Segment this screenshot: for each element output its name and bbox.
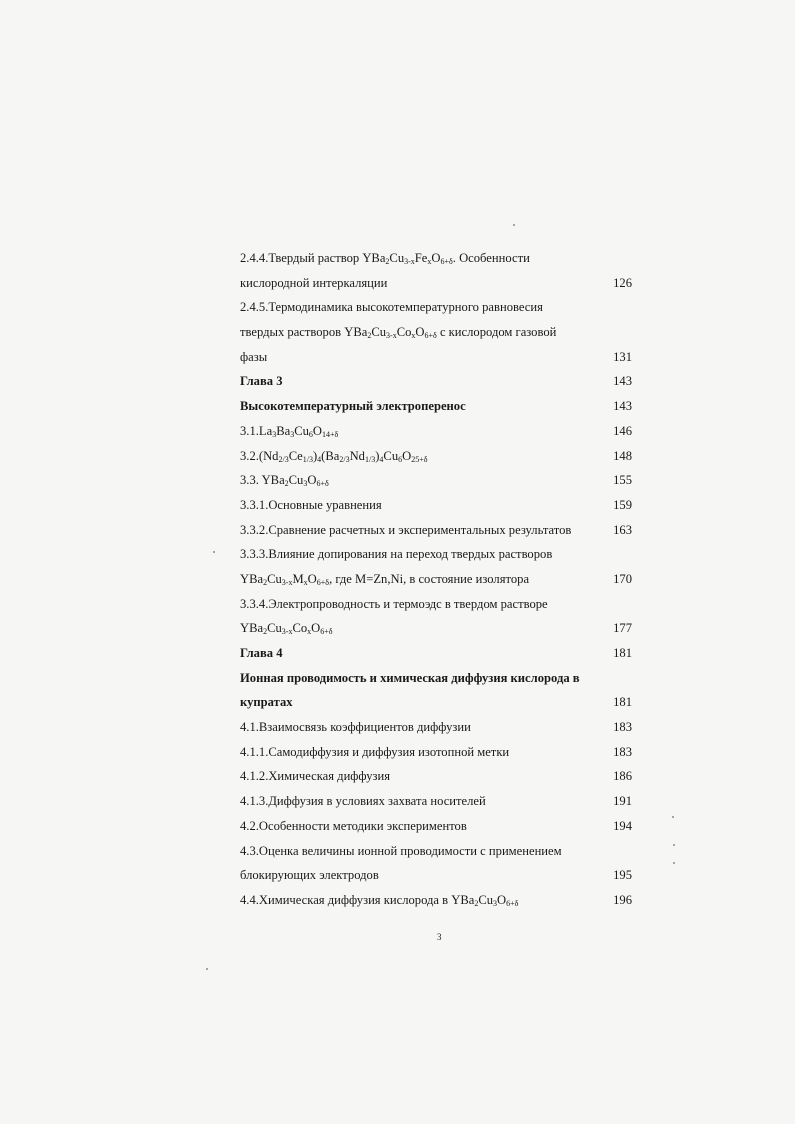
toc-entry-title [240,690,293,715]
text-run: кислородной интеркаляции [240,275,388,290]
toc-page-number: 143 [613,399,632,414]
toc-entry-title [240,715,471,740]
text-run: 3.3.1.Основные уравнения [240,497,382,512]
text-run: Cu [383,448,399,463]
subscript: 2/3 [339,454,350,464]
toc-page-number: 195 [613,868,632,883]
toc-page-number: 155 [613,473,632,488]
subscript: 3-x [281,577,293,587]
toc-entry [240,320,632,345]
toc-page-number: 183 [613,744,632,759]
subscript: 6+δ [316,577,330,587]
toc-entry [240,444,632,469]
toc-page-number: 170 [613,571,632,586]
toc-entry [240,616,632,641]
toc-page-number: 196 [613,892,632,907]
scan-speck [673,862,675,864]
text-run: O [497,892,507,907]
toc-entry-title [240,839,562,864]
text-run: блокирующих электродов [240,868,379,883]
toc-entry-title [240,271,387,296]
toc-page-number: 181 [613,646,632,660]
toc-page-number: 181 [613,695,632,710]
subscript: 3 [272,429,277,439]
toc-page-number: 131 [613,349,632,364]
text-run: 4.4.Химическая диффузия кислорода в YBa [240,892,475,907]
toc-entry [240,567,632,592]
text-run: 4.1.Взаимосвязь коэффициентов диффузии [240,720,471,735]
toc-page-number: 191 [613,794,632,809]
subscript: 6 [308,429,313,439]
toc-entry-title [240,369,283,394]
text-run: 3.3.2.Сравнение расчетных и экспериментальных результатов [240,522,572,537]
subscript: 6+δ [424,331,437,341]
toc-entry-title [240,666,580,691]
subscript: 3-x [404,257,415,266]
subscript: 2 [474,898,479,908]
text-run: Nd [349,448,365,463]
subscript: 2 [385,257,390,266]
toc-entry [240,394,632,419]
subscript: x [303,577,308,587]
toc-entry-title [240,616,333,641]
subscript: 4 [379,454,384,464]
toc-entry [240,271,632,296]
text-run: M [292,571,304,586]
text-run: Ba [276,423,291,438]
text-run: O [312,423,322,438]
toc-entry [240,246,632,271]
toc-entry-title [240,345,267,370]
toc-entry-title [240,888,518,913]
subscript: 2 [284,479,289,489]
toc-entry [240,888,632,913]
text-run: 4.1.1.Самодиффузия и диффузия изотопной метки [240,744,510,759]
subscript: 3-x [281,627,293,637]
text-run: (Ba [321,448,340,463]
subscript: 6+δ [316,479,329,489]
toc-page-number: 159 [613,497,632,512]
text-run: 4.2.Особенности методики экспериментов [240,818,467,833]
toc-entry-title [240,567,529,592]
toc-entry-title [240,246,530,271]
scan-speck [513,224,515,226]
text-run: 2.4.4.Твердый раствор YBa [240,251,386,265]
toc-entry-title [240,592,548,617]
page-number: 3 [437,932,442,942]
toc-page-number: 183 [613,720,632,735]
toc-entry-title [240,444,428,469]
text-run: 3.3.4.Электропроводность и термоэдс в твердом растворе [240,596,548,611]
text-run: твердых растворов YBa [240,325,368,340]
subscript: 6+δ [506,898,519,908]
text-run: O [307,571,317,586]
text-run: Co [396,325,412,340]
toc-entry-title [240,641,283,666]
text-run: с кислородом газовой [436,325,557,340]
table-of-contents [240,246,632,913]
toc-page-number: 194 [613,818,632,833]
subscript: 2 [263,627,268,637]
text-run: , где M=Zn,Ni, в состояние изолятора [329,571,530,586]
scan-speck [672,816,674,818]
toc-entry-title [240,814,467,839]
subscript: 3 [303,479,308,489]
text-run: фазы [240,349,268,364]
toc-entry-title [240,518,571,543]
scan-speck [206,968,208,970]
subscript: 3 [290,429,295,439]
text-run: Глава 4 [240,646,283,660]
subscript: 2 [367,331,372,341]
subscript: 2/3 [278,454,289,464]
text-run: 4.3.Оценка величины ионной проводимости с применением [240,843,562,858]
text-run: Высокотемпературный электроперенос [240,399,466,414]
toc-entry-title [240,740,509,765]
text-run: O [311,621,321,636]
text-run: 3.3.3.Влияние допирования на переход твердых растворов [240,547,553,562]
subscript: 1/3 [364,454,376,464]
subscript: 3-x [386,331,397,341]
toc-entry-title [240,764,390,789]
toc-page-number: 186 [613,769,632,784]
subscript: 6+δ [440,257,453,266]
text-run: YBa [240,571,264,586]
text-run: . Особенности [452,251,530,265]
text-run: 4.1.3.Диффузия в условиях захвата носителей [240,794,486,809]
subscript: 3 [493,898,498,908]
toc-entry-title [240,320,556,345]
toc-page-number: 177 [613,621,632,636]
text-run: 3.1.La [240,423,273,438]
toc-entry [240,419,632,444]
toc-entry-title [240,863,379,888]
toc-entry [240,592,632,617]
text-run: O [402,448,412,463]
subscript: 2 [263,577,268,587]
text-run: 2.4.5.Термодинамика высокотемпературного равновесия [240,300,543,315]
toc-entry [240,542,632,567]
toc-page-number: 126 [613,275,632,290]
toc-entry-title [240,493,382,518]
toc-entry [240,690,632,715]
subscript: 4 [317,454,322,464]
text-run: Cu [267,571,282,586]
text-run: O [431,251,441,265]
text-run: 3.2.(Nd [240,448,279,463]
text-run: Co [292,621,308,636]
toc-entry-title [240,295,543,320]
text-run: Fe [414,251,428,265]
subscript: 6+δ [320,627,333,637]
toc-entry [240,345,632,370]
subscript: x [411,331,416,341]
toc-entry [240,839,632,864]
toc-page-number: 143 [613,374,632,389]
toc-entry-title [240,789,486,814]
toc-page-number: 148 [613,448,632,463]
text-run: O [307,473,317,488]
toc-entry [240,666,632,691]
subscript: x [427,257,432,266]
toc-entry [240,493,632,518]
toc-entry [240,715,632,740]
text-run: Ионная проводимость и химическая диффузия кислорода в [240,670,580,685]
text-run: 4.1.2.Химическая диффузия [240,769,391,784]
text-run: Cu [267,621,282,636]
toc-page-number: 163 [613,522,632,537]
scan-speck [213,551,215,553]
text-run: Ce [288,448,303,463]
toc-entry [240,295,632,320]
toc-entry [240,518,632,543]
toc-entry [240,814,632,839]
toc-entry-title [240,542,552,567]
text-run: Cu [288,473,304,488]
text-run: Cu [389,251,405,265]
text-run: Глава 3 [240,374,283,389]
subscript: 25+δ [411,454,428,464]
toc-entry-title [240,419,338,444]
subscript: 1/3 [302,454,313,464]
toc-entry [240,369,632,394]
scan-speck [673,844,675,846]
text-run: 3.3. YBa [240,473,285,488]
toc-entry [240,468,632,493]
subscript: 6 [398,454,403,464]
text-run: ) [375,448,380,463]
subscript: 14+δ [322,429,339,439]
toc-page-number: 146 [613,423,632,438]
toc-entry [240,641,632,666]
toc-entry-title [240,468,329,493]
toc-entry [240,764,632,789]
text-run: ) [312,448,318,463]
toc-entry-title [240,394,466,419]
toc-entry [240,863,632,888]
toc-entry [240,740,632,765]
toc-entry [240,789,632,814]
text-run: Cu [478,892,494,907]
text-run: Cu [371,325,387,340]
text-run: YBa [240,621,264,636]
text-run: Cu [294,423,309,438]
text-run: купратах [240,695,293,710]
text-run: O [415,325,425,340]
subscript: x [307,627,312,637]
